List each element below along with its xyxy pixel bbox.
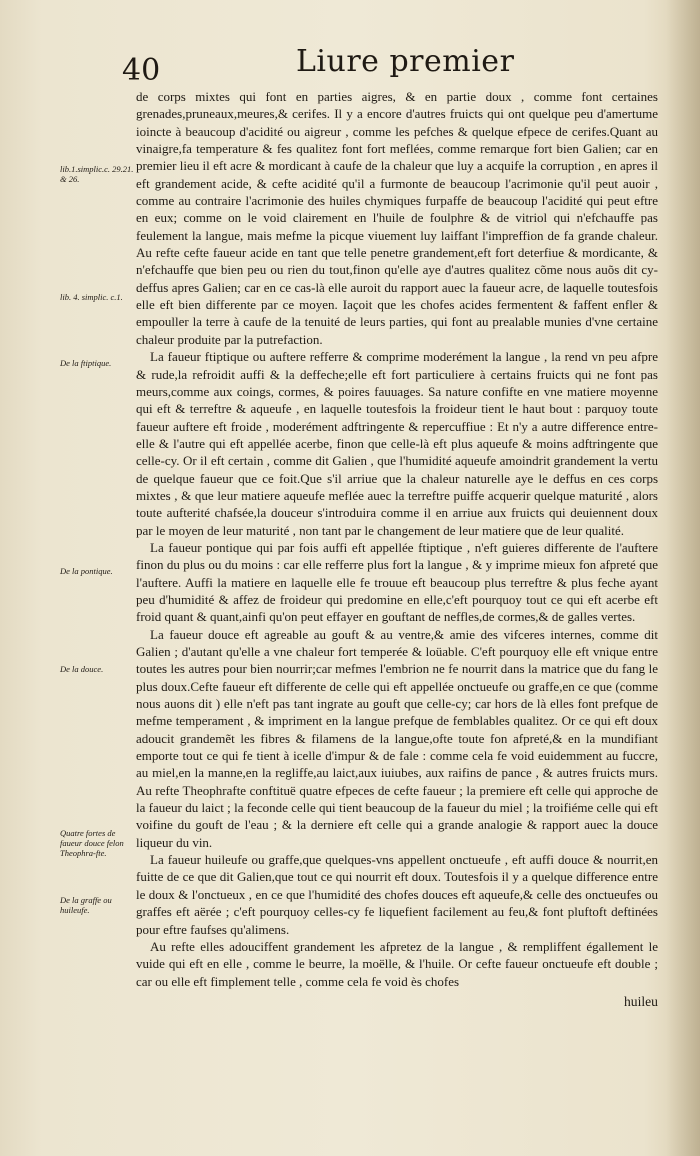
margin-note: De la ftiptique. (60, 358, 112, 368)
margin-note: lib. 4. simplic. c.1. (60, 292, 123, 302)
paragraph: La faueur douce eft agreable au gouft & au ventre,& amie des vifceres internes, comme dit Galien ; d'autant qu'elle a vne chaleur fort temperée & loüable. C'eft pourquoy elle eft vnique entre toutes les autres pour bien nourrir;car mefmes l'embrion ne fe nourrit dans la matrice que du fang le plus doux.Cefte faueur eft differente de celle qui eft appellée onctueufe ou graffe,en ce que (comme nous auons dit ) elle n'eft pas tant ingrate au gouft que celle-cy; car hors de là elles font prefque de mefme temperament , & impriment en la langue prefque de femblables qualitez. Or ce qui eft doux adoucit grandemẽt les fibres & filamens de la langue,ofte toute fon afpreté,& en la mundifiant emporte tout ce qui fe tient à icelle d'impur & de fale : comme cela fe void euidemment au fuccre, au miel,en la manne,en la regliffe,au laict,aux iuiubes, aux raifins de pance , & autres fruicts murs. Au refte Theophrafte conftituë quatre efpeces de cefte faueur ; la premiere eft celle qui approche de la faueur du laict ; la feconde celle qui tient beaucoup de la faueur du miel ; la troifiéme celle qui eft voifine du gouft de l'eau ; & la derniere eft celle qui a grande analogie & rapport auec la douce liqueur du vin. (136, 626, 658, 850)
body-text (136, 88, 658, 990)
page-number: 40 (122, 53, 161, 88)
catchword: huileu (624, 993, 658, 1009)
paragraph: La faueur huileufe ou graffe,que quelques-vns appellent onctueufe , eft auffi douce & nourrit,en fuitte de ce que dit Galien,que tout ce qui nourrit eft doux. Toutesfois il y a quelque difference entre le doux & l'onctueux , en ce que l'humidité des chofes douces eft aqueufe,& celle des onctueufes ou graffes eft aërée ; c'eft pourquoy celles-cy fe liquefient facilement au feu,& font pluftoft deftinées pour eftre faufses qu'alimens. (136, 852, 658, 937)
margin-note: De la douce. (60, 664, 104, 674)
gutter-shadow (666, 0, 700, 1156)
paragraph: de corps mixtes qui font en parties aigres, & en partie doux , comme font certaines grenades,pruneaux,meures,& cerifes. Il y a encore d'autres fruicts qui ont quelque peu d'amertume ioincte à beaucoup d'acidité ou aigreur , comme les pefches & quelque efpece de cerifes.Quant au vinaigre,fa temperature & fes qualitez font fort meflées, comme remarque fort bien Galien; car en premier lieu il eft acre & mordicant à caufe de la chaleur que luy a acquife la corruption , en apres il eft grandement acide, & cefte acidité qu'il a furmonte de beaucoup l'acrimonie qu'il peut auoir , comme au contraire l'acrimonie des huiles chymiques furpaffe de beaucoup l'acidité qui peut eftre en eux; comme on le void clairement en l'huile de foulphre & de vitriol qui n'efchauffe pas feulement la langue, mais mefme la picque viuement luy laiffant l'impreffion de fa grande chaleur. Au refte cefte faueur acide en tant que telle penetre grandement,eft fort deterfiue & mordicante, & n'efchauffe que bien peu ou rien du tout,finon qu'elle aye d'autres qualitez cõme nous auõs dit cy-deffus apres Galien; car en ce cas-là elle auroit du rapport auec la faueur acre, de laquelle toutesfois elle eft bien differente par ce moyen. Iaçoit que les chofes acides fermentent & faffent enfler & empouller la terre à caufe de la tenuité de leurs parties, qui font au prealable munies d'vne certaine chaleur produite par la putrefaction. (136, 89, 658, 347)
paragraph: La faueur pontique qui par fois auffi eft appellée ftiptique , n'eft guieres differente de l'auftere finon du plus ou du moins : car elle refferre plus fort la langue , & y imprime mieux fon afpreté que l'auftere. Auffi la matiere en laquelle elle fe trouue eft beaucoup plus terreftre & plus feche ayant peu d'humidité & affez de froideur qui predomine en elle,c'eft pourquoy tout ce qui eft acerbe eft froid quant & quant,ainfi qu'on peut effayer en gouftant de neffles,de cormes,& de galles vertes. (136, 539, 658, 625)
margin-note: De la graffe ou huileufe. (60, 895, 112, 915)
running-head: Liure premier (296, 44, 515, 79)
paragraph: La faueur ftiptique ou auftere refferre & comprime moderément la langue , la rend vn peu afpre & rude,la refroidit auffi & la deffeche;elle eft fort particuliere à certains fruicts qui ne font pas meurs,comme aux coings, cormes, & poires fauuages. Sa nature confifte en vne matiere moyenne qui eft & terreftre & aqueufe , en laquelle toutesfois la froideur tient le haut bout : parquoy toute faueur auftere eft froide , moderément adftringente & repercuffiue : Et n'y a autre difference entre-elle & l'autre qui eft appellée acerbe, finon que celle-là eft plus aqueufe & moins adftringente que celle-cy. Or il eft certain , comme dit Galien , que l'humidité aqueufe amoindrit grandement la vertu de quelque faueur que ce foit.Que s'il arriue que la chaleur naturelle aye le deffus en ces corps mixtes , & que leur matiere aqueufe meflée auec la terreftre puiffe acquerir quelque maturité , alors toute aufterité chafsée,la douceur s'introduira comme il en arriue aux fruicts qui deuiennent doux par le moyen de leur maturité , non tant par le changement de leur matiere que de leur qualité. (136, 349, 658, 538)
margin-note: Quatre fortes de faueur douce felon Theophra-fte. (60, 828, 124, 858)
margin-note: lib.1.simplic.c. 29.21. & 26. (60, 164, 134, 184)
paragraph: Au refte elles adouciffent grandement les afpretez de la langue , & rempliffent égallement le vuide qui eft en elle , comme le beurre, la moëlle, & l'huile. Or cefte faueur onctueufe eft double ; car ou elle eft fimplement telle , comme cela fe void ès chofes (136, 938, 658, 989)
margin-note: De la pontique. (60, 566, 113, 576)
